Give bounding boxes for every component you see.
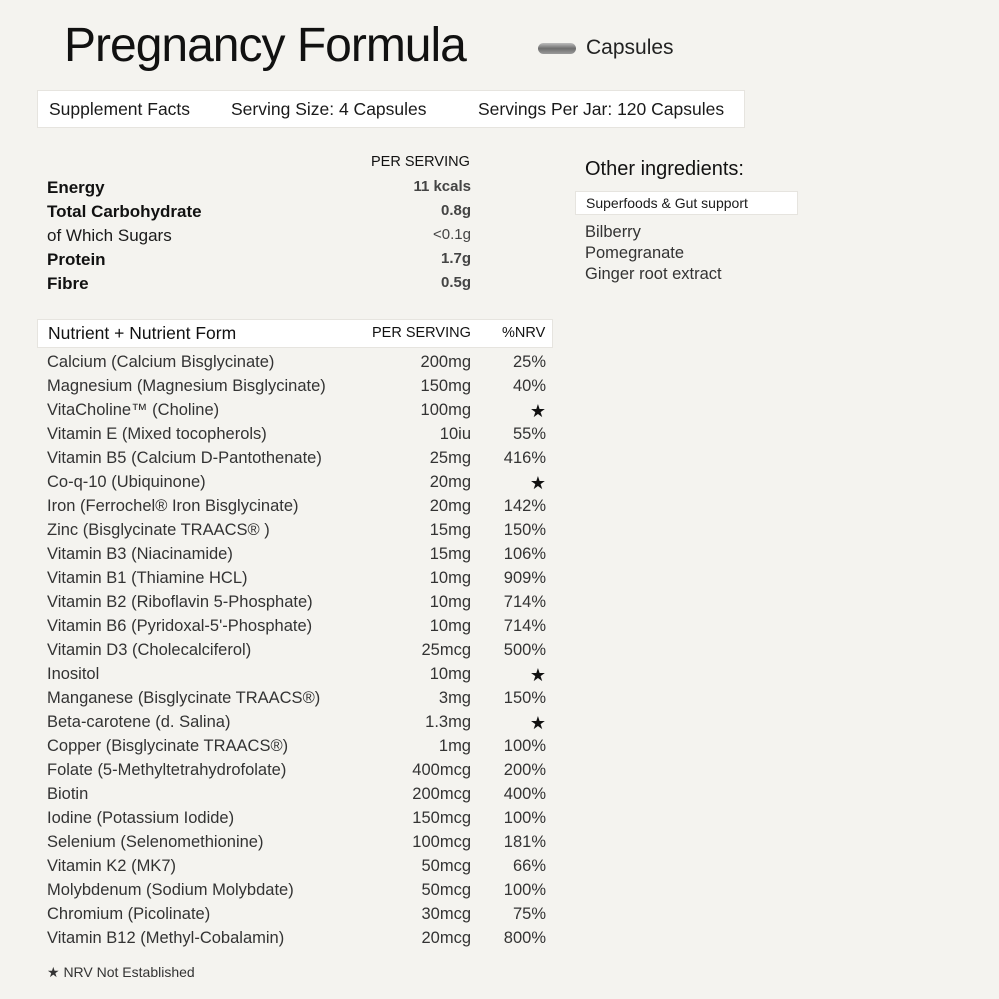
- nutrient-amount: 3mg: [438, 689, 471, 707]
- table-row: [47, 497, 547, 521]
- list-item: Ginger root extract: [585, 265, 722, 283]
- nutrient-name: Vitamin E (Mixed tocopherols): [47, 425, 267, 443]
- table-row: [47, 785, 547, 809]
- nutrient-amount: 50mcg: [421, 881, 471, 899]
- table-row: [47, 737, 547, 761]
- nutrient-nrv: 416%: [503, 449, 546, 467]
- nutrient-amount: 20mg: [429, 497, 471, 515]
- nutrient-amount: 1mg: [438, 737, 471, 755]
- nutrient-amount: 20mcg: [421, 929, 471, 947]
- nutrient-amount: 15mg: [429, 545, 471, 563]
- footnote: ★ NRV Not Established: [47, 964, 195, 980]
- table-row: [47, 353, 547, 377]
- nutrient-name: Vitamin B1 (Thiamine HCL): [47, 569, 248, 587]
- header-nrv: %NRV: [502, 325, 546, 341]
- nutrient-name: Vitamin D3 (Cholecalciferol): [47, 641, 252, 659]
- macro-value: 0.8g: [440, 202, 471, 219]
- nutrient-amount: 200mg: [420, 353, 471, 371]
- nutrient-name: VitaCholine™ (Choline): [47, 401, 220, 419]
- table-row: [47, 545, 547, 569]
- nutrient-amount: 10mg: [429, 593, 471, 611]
- nutrient-amount: 200mcg: [412, 785, 471, 803]
- nutrient-nrv: 150%: [503, 689, 546, 707]
- table-row: [47, 905, 547, 929]
- nutrient-amount: 10mg: [429, 569, 471, 587]
- macro-value: <0.1g: [433, 226, 471, 243]
- nutrient-name: Magnesium (Magnesium Bisglycinate): [47, 377, 326, 395]
- nutrient-amount: 25mcg: [421, 641, 471, 659]
- nutrient-nrv: 714%: [503, 593, 546, 611]
- nutrient-name: Vitamin B3 (Niacinamide): [47, 545, 233, 563]
- nutrient-nrv: 100%: [503, 881, 546, 899]
- nutrient-nrv: 142%: [503, 497, 546, 515]
- nutrient-amount: 10mg: [429, 617, 471, 635]
- table-row: [47, 881, 547, 905]
- table-row: [47, 665, 547, 689]
- nutrient-amount: 1.3mg: [425, 713, 471, 731]
- nutrient-name: Vitamin K2 (MK7): [47, 857, 176, 875]
- nutrient-nrv: 200%: [503, 761, 546, 779]
- nutrient-nrv: 800%: [503, 929, 546, 947]
- nutrient-name: Zinc (Bisglycinate TRAACS® ): [47, 521, 270, 539]
- table-row: [47, 929, 547, 953]
- macro-row: [47, 274, 471, 298]
- nutrient-name: Copper (Bisglycinate TRAACS®): [47, 737, 289, 755]
- format-label: Capsules: [586, 36, 674, 59]
- nutrient-nrv: 100%: [503, 737, 546, 755]
- nutrient-name: Manganese (Bisglycinate TRAACS®): [47, 689, 321, 707]
- nutrient-amount: 15mg: [429, 521, 471, 539]
- nutrient-table-header: [37, 319, 553, 348]
- nutrient-name: Iodine (Potassium Iodide): [47, 809, 235, 827]
- nutrient-nrv: 106%: [503, 545, 546, 563]
- supplement-facts-bar: [37, 90, 745, 128]
- table-row: [47, 593, 547, 617]
- macro-name: Energy: [47, 178, 105, 197]
- capsule-icon: [538, 43, 576, 54]
- macro-row: [47, 202, 471, 226]
- macro-name: of Which Sugars: [47, 226, 172, 245]
- list-item: Bilberry: [585, 223, 641, 241]
- header-per-serving: PER SERVING: [372, 325, 471, 341]
- nutrient-amount: 100mg: [420, 401, 471, 419]
- nutrient-nrv: 100%: [503, 809, 546, 827]
- table-row: [47, 377, 547, 401]
- table-row: [47, 473, 547, 497]
- macro-value: 1.7g: [440, 250, 471, 267]
- nutrient-name: Molybdenum (Sodium Molybdate): [47, 881, 294, 899]
- nutrient-amount: 10iu: [439, 425, 471, 443]
- serving-size: Serving Size: 4 Capsules: [231, 99, 427, 119]
- nutrient-nrv: 66%: [512, 857, 546, 875]
- table-row: [47, 713, 547, 737]
- nutrient-amount: 50mcg: [421, 857, 471, 875]
- nutrient-amount: 150mcg: [412, 809, 471, 827]
- nutrient-amount: 20mg: [429, 473, 471, 491]
- macro-value: 11 kcals: [413, 178, 471, 195]
- macros-header: PER SERVING: [371, 154, 470, 170]
- nutrient-name: Beta-carotene (d. Salina): [47, 713, 231, 731]
- other-ingredients-title: Other ingredients:: [585, 158, 744, 180]
- macro-name: Protein: [47, 250, 106, 269]
- nutrient-name: Vitamin B6 (Pyridoxal-5'-Phosphate): [47, 617, 313, 635]
- table-row: [47, 761, 547, 785]
- nutrient-nrv: 150%: [503, 521, 546, 539]
- nutrient-name: Biotin: [47, 785, 89, 803]
- nutrient-nrv: 909%: [503, 569, 546, 587]
- star-icon: ★: [529, 665, 546, 685]
- nutrient-name: Chromium (Picolinate): [47, 905, 211, 923]
- nutrient-nrv: 75%: [512, 905, 546, 923]
- nutrient-name: Inositol: [47, 665, 100, 683]
- nutrient-nrv: 25%: [512, 353, 546, 371]
- nutrient-name: Folate (5-Methyltetrahydrofolate): [47, 761, 287, 779]
- nutrient-name: Calcium (Calcium Bisglycinate): [47, 353, 275, 371]
- table-row: [47, 857, 547, 881]
- nutrient-amount: 30mcg: [421, 905, 471, 923]
- table-row: [47, 425, 547, 449]
- macro-row: [47, 178, 471, 202]
- table-row: [47, 689, 547, 713]
- other-category: Superfoods & Gut support: [575, 191, 798, 215]
- nutrient-name: Vitamin B2 (Riboflavin 5-Phosphate): [47, 593, 313, 611]
- macro-name: Fibre: [47, 274, 89, 293]
- table-row: [47, 401, 547, 425]
- table-row: [47, 617, 547, 641]
- table-row: [47, 833, 547, 857]
- macro-value: 0.5g: [440, 274, 471, 291]
- nutrient-amount: 400mcg: [412, 761, 471, 779]
- page-title: Pregnancy Formula: [64, 19, 466, 72]
- table-row: [47, 641, 547, 665]
- nutrient-name: Selenium (Selenomethionine): [47, 833, 264, 851]
- nutrient-name: Co-q-10 (Ubiquinone): [47, 473, 206, 491]
- nutrient-nrv: 500%: [503, 641, 546, 659]
- macro-name: Total Carbohydrate: [47, 202, 202, 221]
- nutrient-nrv: 181%: [503, 833, 546, 851]
- table-row: [47, 521, 547, 545]
- nutrient-name: Iron (Ferrochel® Iron Bisglycinate): [47, 497, 299, 515]
- nutrient-nrv: 40%: [512, 377, 546, 395]
- nutrient-name: Vitamin B12 (Methyl-Cobalamin): [47, 929, 285, 947]
- table-row: [47, 449, 547, 473]
- header-nutrient: Nutrient + Nutrient Form: [48, 323, 237, 343]
- star-icon: ★: [529, 713, 546, 733]
- nutrient-nrv: 55%: [512, 425, 546, 443]
- table-row: [47, 569, 547, 593]
- nutrient-amount: 100mcg: [412, 833, 471, 851]
- nutrient-nrv: 714%: [503, 617, 546, 635]
- macro-row: [47, 250, 471, 274]
- list-item: Pomegranate: [585, 244, 685, 262]
- nutrient-amount: 10mg: [429, 665, 471, 683]
- star-icon: ★: [529, 473, 546, 493]
- servings-per-jar: Servings Per Jar: 120 Capsules: [478, 99, 725, 119]
- nutrient-nrv: 400%: [503, 785, 546, 803]
- macro-row: [47, 226, 471, 250]
- nutrient-amount: 25mg: [429, 449, 471, 467]
- table-row: [47, 809, 547, 833]
- nutrient-amount: 150mg: [420, 377, 471, 395]
- nutrient-name: Vitamin B5 (Calcium D-Pantothenate): [47, 449, 322, 467]
- star-icon: ★: [529, 401, 546, 421]
- facts-label: Supplement Facts: [49, 99, 191, 119]
